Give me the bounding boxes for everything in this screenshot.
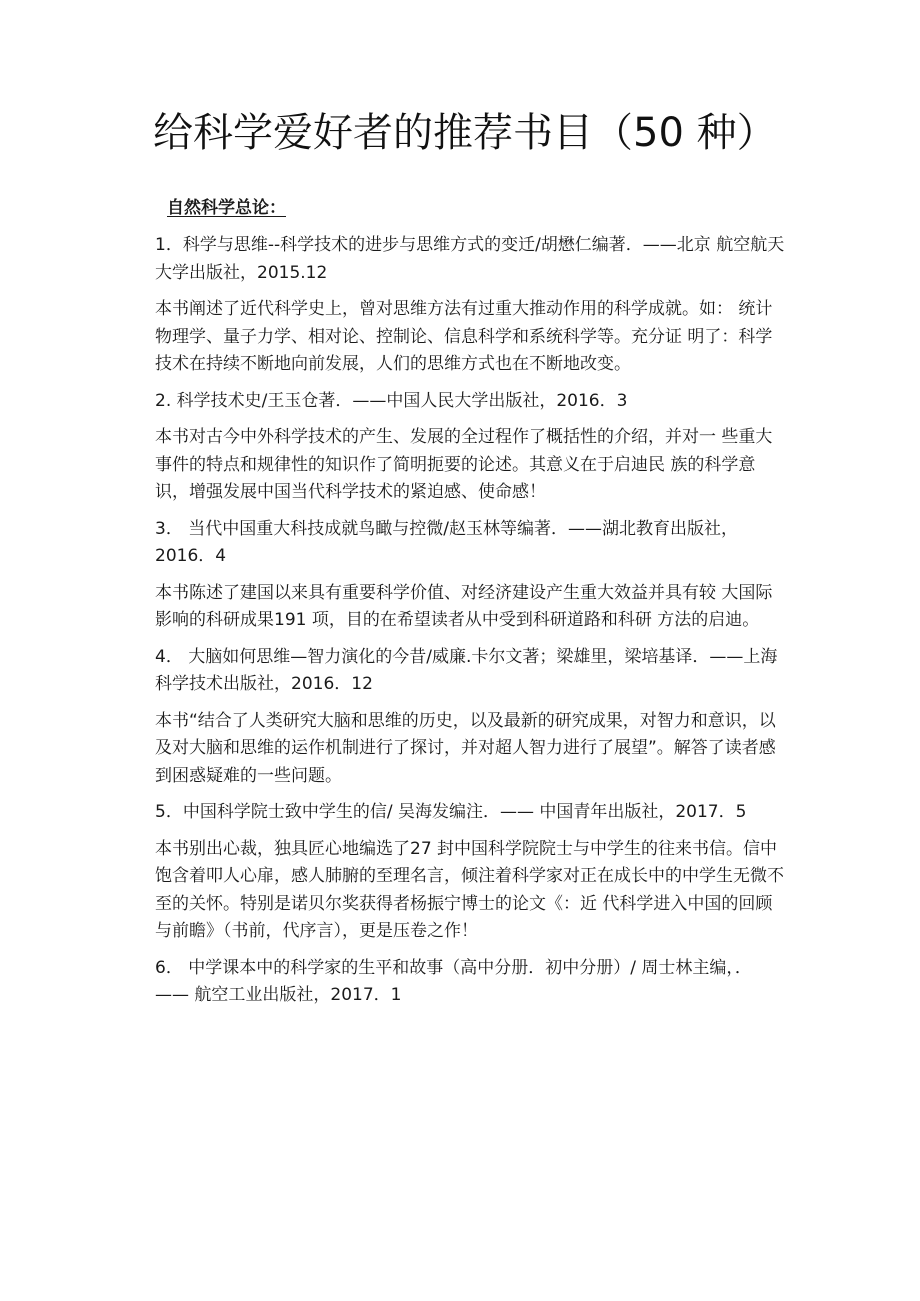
book-entry-5: 5．中国科学院士致中学生的信/ 吴海发编注．—— 中国青年出版社，2017．5	[155, 802, 747, 822]
document-title: 给科学爱好者的推荐书目（50 种）	[153, 110, 777, 156]
book-description-5: 本书别出心裁，独具匠心地编选了27 封中国科学院院士与中学生的往来书信。信中饱含着叩人心扉，感人肺腑的至理名言，倾注着科学家对正在成长中的中学生无微不至的关怀。特别是诺贝尔奖获得者杨振宁博士的论文《：近 代科学进入中国的回顾与前瞻》（书前，代序言），更是压卷之作！	[155, 838, 784, 941]
book-entry-6: 6． 中学课本中的科学家的生平和故事（高中分册．初中分册）/ 周士林主编，．—— 航空工业出版社，2017．1	[155, 957, 752, 1005]
book-description-2: 本书对古今中外科学技术的产生、发展的全过程作了概括性的介绍，并对一 些重大事件的特点和规律性的知识作了简明扼要的论述。其意义在于启迪民 族的科学意识，增强发展中国当代科学技术的紧迫感、使命感！	[155, 427, 773, 502]
book-description-3: 本书陈述了建国以来具有重要科学价值、对经济建设产生重大效益并具有较 大国际影响的科研成果191 项，目的在希望读者从中受到科研道路和科研 方法的启迪。	[155, 582, 773, 630]
book-entry-4: 4． 大脑如何思维—智力演化的今昔/威廉.卡尔文著；梁雄里，梁培基译．——上海科学技术出版社，2016．12	[155, 646, 778, 694]
book-description-1: 本书阐述了近代科学史上，曾对思维方法有过重大推动作用的科学成就。如： 统计物理学、量子力学、相对论、控制论、信息科学和系统科学等。充分证 明了：科学技术在持续不断地向前发展，人们的思维方式也在不断地改变。	[155, 299, 773, 374]
book-entry-3: 3． 当代中国重大科技成就鸟瞰与控微/赵玉林等编著．——湖北教育出版社，2016．4	[155, 518, 738, 566]
book-list	[155, 232, 785, 1019]
book-entry-1: 1．科学与思维--科学技术的进步与思维方式的变迁/胡懋仁编著．——北京 航空航天大学出版社，2015.12	[155, 235, 785, 283]
book-description-4: 本书“结合了人类研究大脑和思维的历史，以及最新的研究成果，对智力和意识，以及对大脑和思维的运作机制进行了探讨，并对超人智力进行了展望”。解答了读者感到困惑疑难的一些问题。	[155, 710, 776, 786]
section-heading: 自然科学总论：	[167, 198, 286, 218]
book-entry-2: 2. 科学技术史/王玉仓著．——中国人民大学出版社，2016．3	[155, 390, 628, 411]
